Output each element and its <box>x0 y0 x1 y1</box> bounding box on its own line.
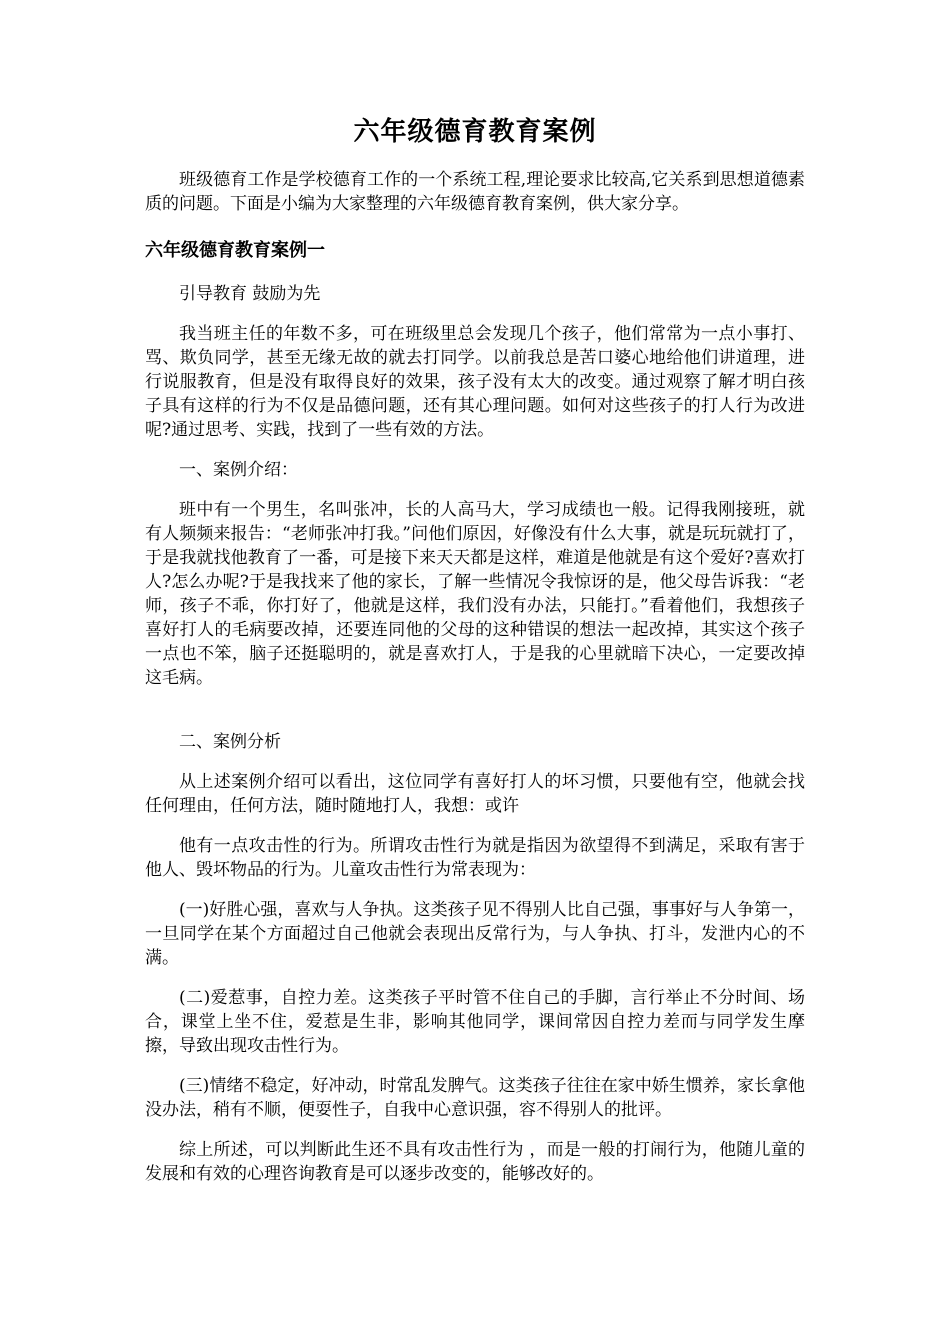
list-item-paragraph: (二)爱惹事，自控力差。这类孩子平时管不住自己的手脚，言行举止不分时间、场合，课堂上坐不住，爱惹是生非，影响其他同学，课间常因自控力差而与同学发生摩擦，导致出现攻击性行为。 <box>145 988 805 1056</box>
case-intro-heading: 一、案例介绍： <box>179 460 298 480</box>
subtitle-paragraph: 引导教育 鼓励为先 <box>179 284 321 304</box>
list-item-paragraph: (一)好胜心强，喜欢与人争执。这类孩子见不得别人比自己强，事事好与人争第一，一旦同学在某个方面超过自己他就会表现出反常行为，与人争执、打斗，发泄内心的不满。 <box>145 900 805 968</box>
document-page <box>145 112 805 1202</box>
section-heading: 六年级德育教育案例一 <box>145 240 325 261</box>
body-paragraph: 我当班主任的年数不多，可在班级里总会发现几个孩子，他们常常为一点小事打、骂、欺负同学，甚至无缘无故的就去打同学。以前我总是苦口婆心地给他们讲道理，进行说服教育，但是没有取得良好的效果，孩子没有太大的改变。通过观察了解才明白孩子具有这样的行为不仅是品德问题，还有其心理问题。如何对这些孩子的打人行为改进呢?通过思考、实践，找到了一些有效的方法。 <box>145 324 805 440</box>
list-item-paragraph: (三)情绪不稳定，好冲动，时常乱发脾气。这类孩子往往在家中娇生惯养，家长拿他没办法，稍有不顺，便耍性子，自我中心意识强，容不得别人的批评。 <box>145 1076 805 1120</box>
intro-paragraph: 班级德育工作是学校德育工作的一个系统工程,理论要求比较高,它关系到思想道德素质的问题。下面是小编为大家整理的六年级德育教育案例，供大家分享。 <box>145 170 805 214</box>
document-title: 六年级德育教育案例 <box>353 117 597 147</box>
body-paragraph: 从上述案例介绍可以看出，这位同学有喜好打人的坏习惯，只要他有空，他就会找任何理由，任何方法，随时随地打人，我想：或许 <box>145 772 805 816</box>
case-analysis-heading: 二、案例分析 <box>179 732 281 752</box>
conclusion-paragraph: 综上所述，可以判断此生还不具有攻击性行为 ，而是一般的打闹行为，他随儿童的发展和有效的心理咨询教育是可以逐步改变的，能够改好的。 <box>145 1140 805 1184</box>
body-paragraph: 班中有一个男生，名叫张冲，长的人高马大，学习成绩也一般。记得我刚接班，就有人频频来报告：“老师张冲打我。”问他们原因，好像没有什么大事，就是玩玩就打了，于是我就找他教育了一番，可是接下来天天都是这样，难道是他就是有这个爱好?喜欢打人?怎么办呢?于是我找来了他的家长，了解一些情况令我惊讶的是，他父母告诉我：“老师，孩子不乖，你打好了，他就是这样，我们没有办法，只能打。”看着他们，我想孩子喜好打人的毛病要改掉，还要连同他的父母的这种错误的想法一起改掉，其实这个孩子一点也不笨，脑子还挺聪明的，就是喜欢打人，于是我的心里就暗下决心，一定要改掉这毛病。 <box>145 500 805 688</box>
body-paragraph: 他有一点攻击性的行为。所谓攻击性行为就是指因为欲望得不到满足，采取有害于他人、毁坏物品的行为。儿童攻击性行为常表现为： <box>145 836 805 880</box>
